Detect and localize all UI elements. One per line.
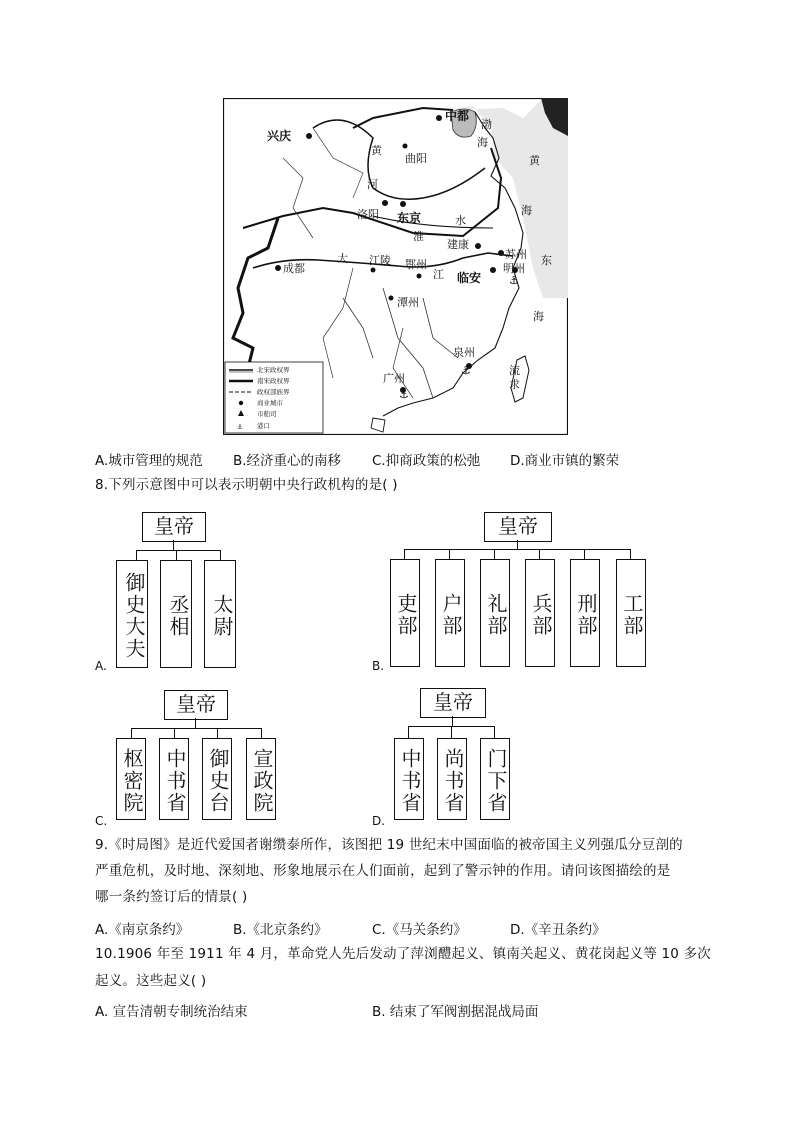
label-tanzhou: 潭州	[397, 296, 419, 309]
q7-option-b[interactable]: B.经济重心的南移	[233, 453, 342, 469]
label-dongjing: 东京	[397, 211, 422, 225]
chart-c-emperor: 皇帝	[164, 690, 228, 720]
chart-b-emperor: 皇帝	[484, 512, 552, 542]
chart-d-emperor: 皇帝	[420, 688, 486, 718]
song-dynasty-map	[223, 98, 568, 435]
chart-a-emperor: 皇帝	[142, 512, 206, 542]
label-da: 大	[337, 252, 348, 265]
label-huai: 淮	[413, 230, 424, 243]
chart-c-box: 宣政院	[246, 738, 276, 820]
label-hai1: 海	[477, 136, 488, 149]
chart-d-label: D.	[372, 814, 386, 828]
q9-stem-line3: 哪一条约签订后的情景( )	[95, 889, 248, 905]
chart-a-label: A.	[95, 659, 107, 673]
label-qufu: 曲阳	[405, 152, 427, 165]
legend-item: 南宋政权界	[257, 377, 290, 385]
label-liuqiu2: 求	[509, 378, 520, 391]
label-hai2: 海	[521, 204, 532, 217]
chart-b-box: 户部	[435, 559, 465, 667]
label-liuqiu1: 流	[509, 364, 520, 377]
city-dot-linan	[490, 267, 496, 273]
map-svg	[223, 98, 568, 435]
q10-option-b[interactable]: B. 结束了军阀割据混战局面	[372, 1004, 539, 1020]
chart-c-label: C.	[95, 814, 108, 828]
label-huang: 黄	[529, 154, 540, 167]
chart-b-box: 吏部	[390, 559, 420, 667]
city-dot-suzhou	[498, 250, 504, 256]
q9-option-c[interactable]: C.《马关条约》	[372, 922, 467, 938]
q7-option-a[interactable]: A.城市管理的规范	[95, 453, 203, 469]
q10-stem-line2: 起义。这些起义( )	[95, 973, 207, 989]
chart-d-box: 中书省	[394, 738, 424, 820]
chart-a-box: 太尉	[204, 560, 236, 668]
label-guangzhou: 广州	[383, 372, 405, 385]
chart-c-box: 枢密院	[116, 738, 146, 820]
anchor-icon: ⚓	[399, 388, 409, 401]
label-xingqing: 兴庆	[267, 129, 292, 143]
chart-b-label: B.	[372, 659, 385, 673]
city-dot-qufu	[403, 144, 408, 149]
chart-b-box: 礼部	[480, 559, 510, 667]
city-dot-tanzhou	[389, 296, 394, 301]
city-dot-xingqing	[306, 133, 312, 139]
legend-item: 商业城市	[257, 399, 283, 407]
city-dot-luoyang	[382, 200, 388, 206]
q9-stem-line2: 严重危机，及时地、深刻地、形象地展示在人们面前，起到了警示钟的作用。请问该图描绘的是	[95, 863, 671, 879]
q7-option-d[interactable]: D.商业市镇的繁荣	[510, 453, 620, 469]
label-linan: 临安	[457, 271, 482, 285]
city-dot-ezhou	[417, 274, 422, 279]
city-dot-jiangling	[371, 268, 376, 273]
chart-b-box: 兵部	[525, 559, 555, 667]
label-chengdu: 成都	[283, 262, 305, 275]
label-luoyang: 洛阳	[357, 208, 379, 221]
anchor-icon: ⚓	[509, 274, 519, 287]
chart-b-box: 工部	[616, 559, 646, 667]
chart-a-box: 丞相	[160, 560, 192, 668]
label-dong: 东	[541, 254, 552, 267]
chart-c-box: 御史台	[202, 738, 232, 820]
label-jiankang: 建康	[447, 238, 469, 251]
q8-stem: 8.下列示意图中可以表示明朝中央行政机构的是( )	[95, 477, 398, 493]
q9-option-d[interactable]: D.《辛丑条约》	[510, 922, 606, 938]
chart-d-box: 尚书省	[437, 738, 467, 820]
q7-option-c[interactable]: C.抑商政策的松弛	[372, 453, 481, 469]
map-legend	[225, 362, 323, 433]
label-shui: 水	[455, 214, 466, 227]
q9-option-a[interactable]: A.《南京条约》	[95, 922, 190, 938]
chart-b-box: 刑部	[570, 559, 600, 667]
legend-item: 政权部族界	[257, 388, 290, 396]
city-dot-jiankang	[475, 243, 481, 249]
label-suzhou: 苏州	[505, 248, 527, 261]
city-dot-chengdu	[275, 265, 281, 271]
label-mingzhou: 明州	[503, 262, 525, 275]
chart-d-box: 门下省	[480, 738, 510, 820]
label-huang-river2: 河	[367, 178, 378, 191]
city-dot-zhongdu	[436, 115, 442, 121]
label-zhongdu: 中都	[445, 109, 470, 123]
legend-item: 港口	[257, 422, 270, 430]
label-huang-river1: 黄	[371, 144, 382, 157]
q9-option-b[interactable]: B.《北京条约》	[233, 922, 328, 938]
q10-option-a[interactable]: A. 宣告清朝专制统治结束	[95, 1004, 248, 1020]
q10-stem-line1: 10.1906 年至 1911 年 4 月，革命党人先后发动了萍浏醴起义、镇南关起义、黄花岗起义等 10 多次	[95, 946, 711, 962]
anchor-icon: ⚓	[237, 423, 243, 431]
label-jiang: 江	[433, 268, 444, 281]
legend-item: 市舶司	[257, 410, 277, 418]
label-ezhou: 鄂州	[405, 258, 427, 271]
city-dot-dongjing	[400, 201, 406, 207]
label-hai3: 海	[533, 310, 544, 323]
chart-a-box: 御史大夫	[116, 560, 148, 668]
q9-stem-line1: 9.《时局图》是近代爱国者谢缵泰所作，该图把 19 世纪末中国面临的被帝国主义列强瓜分豆剖的	[95, 837, 683, 853]
anchor-icon: ⚓	[461, 364, 471, 377]
legend-item: 北宋政权界	[257, 366, 290, 374]
label-bo: 渤	[481, 118, 492, 131]
chart-c-box: 中书省	[159, 738, 189, 820]
label-jiangling: 江陵	[369, 254, 391, 267]
label-quanzhou: 泉州	[453, 346, 475, 359]
